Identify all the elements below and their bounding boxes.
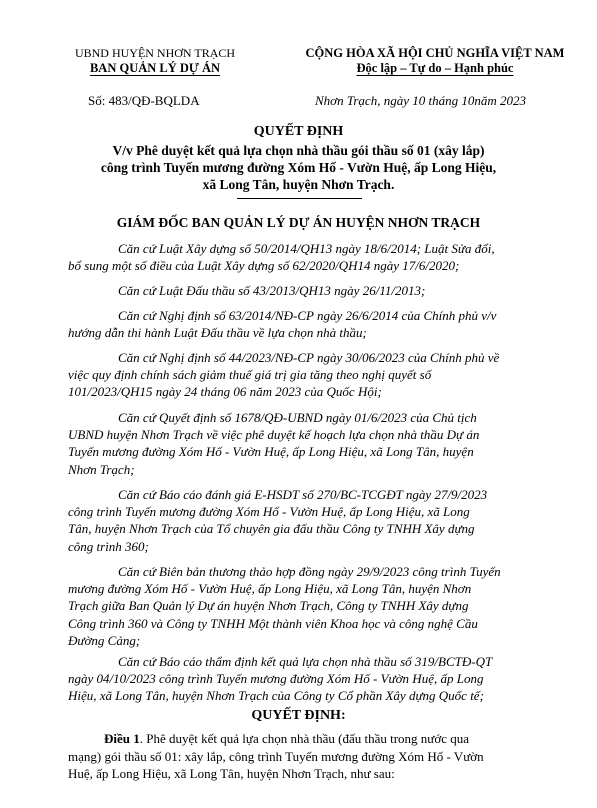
legal-basis-2 — [68, 282, 558, 299]
basis-line: Căn cứ Luật Đấu thầu số 43/2013/QH13 ngày 26/11/2013; — [118, 283, 426, 298]
basis-line: Tân, huyện Nhơn Trạch của Tổ chuyên gia đấu thầu Công ty TNHH Xây dựng — [68, 521, 475, 537]
basis-line: Hiệu, xã Long Tân, huyện Nhơn Trạch của Công ty Cổ phần Xây dựng Quốc tế; — [68, 688, 484, 704]
basis-line: 101/2023/QH15 ngày 24 tháng 06 năm 2023 của Quốc Hội; — [68, 384, 382, 400]
legal-basis-8 — [68, 653, 558, 705]
basis-line: Căn cứ Biên bản thương thảo hợp đồng ngày 29/9/2023 công trình Tuyến — [118, 564, 501, 579]
subject-line: xã Long Tân, huyện Nhơn Trạch. — [202, 177, 395, 192]
basis-line: công trình 360; — [68, 538, 149, 554]
basis-line: Tuyến mương đường Xóm Hố - Vườn Huệ, ấp Long Hiệu, xã Long Tân, huyện — [68, 444, 474, 460]
legal-basis-6 — [68, 486, 558, 555]
basis-line: mương đường Xóm Hố - Vườn Huệ, ấp Long Hiệu, xã Long Tân, huyện Nhơn — [68, 581, 472, 597]
basis-line: Đường Cảng; — [68, 632, 141, 648]
decision-heading: QUYẾT ĐỊNH: — [251, 708, 346, 723]
basis-line: Căn cứ Quyết định số 1678/QĐ-UBND ngày 01/6/2023 của Chủ tịch — [118, 410, 477, 425]
basis-line: Căn cứ Nghị định số 44/2023/NĐ-CP ngày 30/06/2023 của Chính phủ về — [118, 350, 500, 365]
basis-line: Căn cứ Báo cáo thẩm định kết quả lựa chọn nhà thầu số 319/BCTĐ-QT — [118, 654, 493, 669]
basis-line: Căn cứ Nghị định số 63/2014/NĐ-CP ngày 26/6/2014 của Chính phủ v/v — [118, 308, 497, 323]
basis-line: Nhơn Trạch; — [68, 461, 135, 477]
basis-line: công trình Tuyến mương đường Xóm Hố - Vườn Huệ, ấp Long Hiệu, xã Long — [68, 504, 470, 520]
basis-line: Căn cứ Luật Xây dựng số 50/2014/QH13 ngày 18/6/2014; Luật Sửa đổi, — [118, 241, 495, 256]
document-subject — [40, 142, 557, 193]
article-line: mạng) gói thầu số 01: xây lắp, công trình Tuyến mương đường Xóm Hố - Vườn — [68, 748, 484, 764]
basis-line: ngày 04/10/2023 công trình Tuyến mương đường Xóm Hố - Vườn Huệ, ấp Long — [68, 671, 484, 687]
basis-line: Căn cứ Báo cáo đánh giá E-HSDT số 270/BC-TCGĐT ngày 27/9/2023 — [118, 487, 488, 502]
subject-line: công trình Tuyến mương đường Xóm Hố - Vườn Huệ, ấp Long Hiệu, — [100, 160, 497, 175]
agency-name: BAN QUẢN LÝ DỰ ÁN — [89, 61, 221, 75]
article-label: Điều 1 — [104, 731, 140, 746]
document-number: Số: 483/QĐ-BQLDA — [88, 93, 200, 108]
parent-agency: UBND HUYỆN NHƠN TRẠCH — [74, 46, 236, 60]
legal-basis-7 — [68, 563, 558, 649]
subject-divider — [237, 198, 362, 199]
basis-line: hướng dẫn thi hành Luật Đấu thầu về lựa chọn nhà thầu; — [68, 325, 367, 341]
document-title: QUYẾT ĐỊNH — [253, 124, 344, 139]
motto: Độc lập – Tự do – Hạnh phúc — [356, 61, 514, 75]
article-line: Huệ, ấp Long Hiệu, xã Long Tân, huyện Nhơn Trạch, như sau: — [68, 766, 395, 781]
issuing-agency-block — [60, 46, 250, 76]
national-motto-block — [275, 46, 595, 76]
basis-line: UBND huyện Nhơn Trạch về việc phê duyệt kế hoạch lựa chọn nhà thầu Dự án — [68, 427, 480, 443]
basis-line: Trạch giữa Ban Quản lý Dự án huyện Nhơn Trạch, Công ty TNHH Xây dựng — [68, 598, 469, 614]
issuer-title: GIÁM ĐỐC BAN QUẢN LÝ DỰ ÁN HUYỆN NHƠN TRẠCH — [116, 215, 481, 230]
legal-basis-1 — [68, 240, 558, 274]
article-first-line — [68, 730, 563, 748]
legal-basis-5 — [68, 409, 558, 478]
subject-line: V/v Phê duyệt kết quả lựa chọn nhà thầu gói thầu số 01 (xây lắp) — [112, 143, 485, 158]
article-1 — [68, 730, 563, 783]
basis-line: bổ sung một số điều của Luật Xây dựng số 62/2020/QH14 ngày 17/6/2020; — [68, 258, 460, 274]
legal-basis-3 — [68, 307, 558, 341]
nation-name: CỘNG HÒA XÃ HỘI CHỦ NGHĨA VIỆT NAM — [305, 46, 565, 60]
basis-line: việc quy định chính sách giảm thuế giá trị gia tăng theo nghị quyết số — [68, 367, 432, 383]
place-and-date: Nhơn Trạch, ngày 10 tháng 10năm 2023 — [315, 93, 526, 108]
article-text: . Phê duyệt kết quả lựa chọn nhà thầu (đấu thầu trong nước qua — [139, 731, 470, 746]
legal-basis-4 — [68, 349, 558, 401]
basis-line: Công trình 360 và Công ty TNHH Một thành viên Khoa học và công nghệ Cầu — [68, 615, 478, 631]
